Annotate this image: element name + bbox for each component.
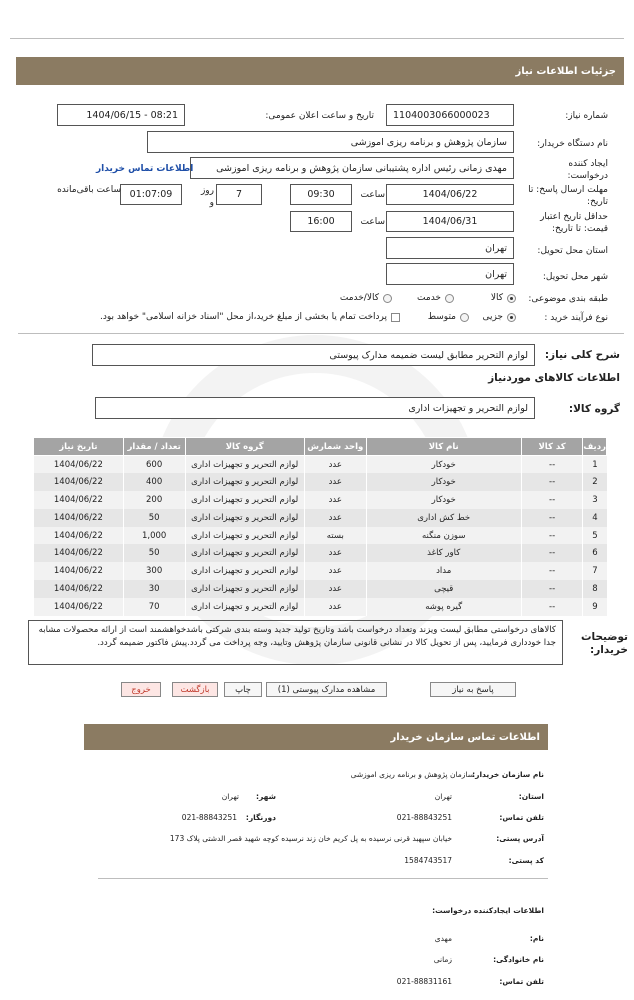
item-unit: بسته xyxy=(304,527,366,545)
item-quantity: 600 xyxy=(123,456,185,474)
item-date: 1404/06/22 xyxy=(34,456,124,474)
item-name: کاور کاغذ xyxy=(366,544,521,562)
deadline-time-field: 09:30 xyxy=(290,184,352,205)
item-code: -- xyxy=(521,491,583,509)
item-unit: عدد xyxy=(304,544,366,562)
fax-key: دورنگار: xyxy=(245,813,276,822)
table-row xyxy=(34,580,607,598)
item-code: -- xyxy=(521,456,583,474)
fname-key: نام: xyxy=(529,934,544,943)
table-row xyxy=(34,544,607,562)
city-field: تهران xyxy=(386,263,514,285)
item-group: لوازم التحریر و تجهیزات اداری xyxy=(185,527,304,545)
col-row: ردیف xyxy=(583,438,607,456)
process-label: نوع فرآیند خرید : xyxy=(544,313,608,323)
item-quantity: 50 xyxy=(123,544,185,562)
item-group: لوازم التحریر و تجهیزات اداری xyxy=(185,544,304,562)
item-unit: عدد xyxy=(304,580,366,598)
remaining-time-field: 01:07:09 xyxy=(120,184,182,205)
item-quantity: 70 xyxy=(123,598,185,616)
item-name: خط کش اداری xyxy=(366,509,521,527)
announce-field: 1404/06/15 - 08:21 xyxy=(57,104,185,126)
row-number: 1 xyxy=(583,456,607,474)
days-label: روز و xyxy=(200,186,214,208)
item-date: 1404/06/22 xyxy=(34,473,124,491)
item-date: 1404/06/22 xyxy=(34,491,124,509)
item-date: 1404/06/22 xyxy=(34,562,124,580)
contact-panel-header xyxy=(84,724,548,750)
creator-phone-value: 021-88831161 xyxy=(396,977,452,986)
details-panel-header xyxy=(16,57,624,85)
item-name: مداد xyxy=(366,562,521,580)
buyer-org-field: سازمان پژوهش و برنامه ریزی اموزشی xyxy=(147,131,514,153)
radio-icon[interactable] xyxy=(445,294,454,303)
item-name: خودکار xyxy=(366,491,521,509)
item-name: خودکار xyxy=(366,456,521,474)
org-label: نام سازمان خریدار: xyxy=(472,770,544,779)
reply-button[interactable]: پاسخ به نیاز xyxy=(430,682,516,697)
item-unit: عدد xyxy=(304,456,366,474)
row-number: 7 xyxy=(583,562,607,580)
province-value: تهران xyxy=(434,792,452,801)
row-number: 8 xyxy=(583,580,607,598)
creator-label: ایجاد کننده درخواست: xyxy=(567,159,608,181)
item-group: لوازم التحریر و تجهیزات اداری xyxy=(185,509,304,527)
fax-value: 021-88843251 xyxy=(181,813,237,822)
item-date: 1404/06/22 xyxy=(34,580,124,598)
row-number: 2 xyxy=(583,473,607,491)
need-number-field: 1104003066000023 xyxy=(386,104,514,126)
page-title: جزئیات اطلاعات نیاز xyxy=(515,65,616,77)
item-date: 1404/06/22 xyxy=(34,598,124,616)
validity-time-field: 16:00 xyxy=(290,211,352,232)
item-code: -- xyxy=(521,509,583,527)
item-group: لوازم التحریر و تجهیزات اداری xyxy=(185,580,304,598)
top-divider xyxy=(10,38,624,39)
radio-selected-icon[interactable] xyxy=(507,313,516,322)
item-quantity: 1,000 xyxy=(123,527,185,545)
table-row xyxy=(34,598,607,616)
item-date: 1404/06/22 xyxy=(34,509,124,527)
category-option-both[interactable]: کالا/خدمت xyxy=(340,293,392,303)
validity-date-field: 1404/06/31 xyxy=(386,211,514,232)
radio-selected-icon[interactable] xyxy=(507,294,516,303)
item-unit: عدد xyxy=(304,598,366,616)
goods-table-header xyxy=(34,438,607,456)
need-number-label: شماره نیاز: xyxy=(565,111,608,121)
col-qty: تعداد / مقدار xyxy=(123,438,185,456)
buyer-notes-box: کالاهای درخواستی مطابق لیست ویزند وتعداد درخواست باشد وتاریخ تولید جدید وسته بندی شرکتی باشدخواهشمند است از ارائه محصولات مشابه جدا خودداری فرمایید، پس از تحویل کالا در نشانی قانونی سازمان پژوهش وتایید، وجه پرداخت می گردد.پیش فاکتور ضمیمه گردد. xyxy=(28,620,563,665)
col-name: نام کالا xyxy=(366,438,521,456)
buyer-org-label: نام دستگاه خریدار: xyxy=(537,139,608,149)
col-date: تاریخ نیاز xyxy=(34,438,124,456)
col-code: کد کالا xyxy=(521,438,583,456)
item-unit: عدد xyxy=(304,473,366,491)
col-unit: واحد شمارش xyxy=(304,438,366,456)
item-quantity: 30 xyxy=(123,580,185,598)
table-row xyxy=(34,509,607,527)
item-group: لوازم التحریر و تجهیزات اداری xyxy=(185,456,304,474)
process-option-partial[interactable]: جزیی xyxy=(482,312,516,322)
print-button[interactable]: چاپ xyxy=(224,682,262,697)
category-option-goods[interactable]: کالا xyxy=(491,293,516,303)
table-row xyxy=(34,562,607,580)
item-quantity: 400 xyxy=(123,473,185,491)
province-field: تهران xyxy=(386,237,514,259)
deadline-label: مهلت ارسال پاسخ: تا تاریخ: xyxy=(528,185,608,207)
col-group: گروه کالا xyxy=(185,438,304,456)
creator-field: مهدی زمانی رئیس اداره پشتیبانی سازمان پژوهش و برنامه ریزی اموزشی xyxy=(190,157,514,179)
item-date: 1404/06/22 xyxy=(34,544,124,562)
lname-value: زمانی xyxy=(433,955,452,964)
table-row xyxy=(34,473,607,491)
goods-section-title: اطلاعات کالاهای موردنیاز xyxy=(488,372,620,384)
item-code: -- xyxy=(521,580,583,598)
item-date: 1404/06/22 xyxy=(34,527,124,545)
radio-icon[interactable] xyxy=(383,294,392,303)
contact-title: اطلاعات تماس سازمان خریدار xyxy=(390,731,540,743)
row-number: 4 xyxy=(583,509,607,527)
days-field: 7 xyxy=(216,184,262,205)
city-value: تهران xyxy=(221,792,239,801)
buyer-notes-label: توضیحات خریدار: xyxy=(580,631,628,656)
announce-label: تاریخ و ساعت اعلان عمومی: xyxy=(265,111,374,121)
item-group: لوازم التحریر و تجهیزات اداری xyxy=(185,562,304,580)
row-number: 5 xyxy=(583,527,607,545)
lname-key: نام خانوادگی: xyxy=(493,955,544,964)
deadline-time-label: ساعت xyxy=(360,190,385,200)
item-quantity: 300 xyxy=(123,562,185,580)
province-label: استان محل تحویل: xyxy=(537,246,608,256)
address-value: خیابان سپهبد قرنی نرسیده به پل کریم خان زند نرسیده کوچه شهید قصر الدشتی پلاک 173 xyxy=(169,834,452,843)
org-value: سازمان پژوهش و برنامه ریزی اموزشی xyxy=(350,770,474,779)
table-row xyxy=(34,491,607,509)
creator-phone-key: تلفن تماس: xyxy=(499,977,544,986)
city-label: شهر محل تحویل: xyxy=(542,272,608,282)
category-option-service[interactable]: خدمت xyxy=(417,293,454,303)
item-code: -- xyxy=(521,544,583,562)
phone-key: تلفن تماس: xyxy=(499,813,544,822)
item-unit: عدد xyxy=(304,491,366,509)
address-key: آدرس پستی: xyxy=(496,834,544,843)
section-divider xyxy=(18,333,624,334)
item-code: -- xyxy=(521,562,583,580)
view-docs-button[interactable]: مشاهده مدارک پیوستی (1) xyxy=(266,682,387,697)
item-unit: عدد xyxy=(304,509,366,527)
item-quantity: 50 xyxy=(123,509,185,527)
table-row xyxy=(34,527,607,545)
back-button[interactable]: بازگشت xyxy=(172,682,218,697)
item-name: قیچی xyxy=(366,580,521,598)
contact-divider xyxy=(98,878,548,879)
phone-value: 021-88843251 xyxy=(396,813,452,822)
item-unit: عدد xyxy=(304,562,366,580)
province-key: استان: xyxy=(518,792,544,801)
item-code: -- xyxy=(521,473,583,491)
row-number: 9 xyxy=(583,598,607,616)
fname-value: مهدی xyxy=(434,934,452,943)
item-group: لوازم التحریر و تجهیزات اداری xyxy=(185,491,304,509)
process-option-medium[interactable]: متوسط xyxy=(428,312,469,322)
checkbox-icon[interactable] xyxy=(391,313,400,322)
row-number: 6 xyxy=(583,544,607,562)
summary-field: لوازم التحریر مطابق لیست ضمیمه مدارک پیوستی xyxy=(92,344,535,366)
validity-time-label: ساعت xyxy=(360,217,385,227)
postal-key: کد پستی: xyxy=(508,856,544,865)
creator-info-title: اطلاعات ایجادکننده درخواست: xyxy=(432,906,544,915)
item-code: -- xyxy=(521,598,583,616)
item-name: خودکار xyxy=(366,473,521,491)
remaining-label: ساعت باقی‌مانده xyxy=(57,185,121,195)
item-quantity: 200 xyxy=(123,491,185,509)
validity-label: حداقل تاریخ اعتبار قیمت: تا تاریخ: xyxy=(540,212,608,234)
category-label: طبقه بندی موضوعی: xyxy=(528,294,608,304)
item-name: سوزن منگنه xyxy=(366,527,521,545)
goods-group-label: گروه کالا: xyxy=(568,403,620,415)
item-group: لوازم التحریر و تجهیزات اداری xyxy=(185,598,304,616)
postal-value: 1584743517 xyxy=(404,856,452,865)
buyer-contact-link[interactable]: اطلاعات تماس خریدار xyxy=(96,164,194,174)
goods-table xyxy=(33,437,607,616)
goods-group-field: لوازم التحریر و تجهیزات اداری xyxy=(95,397,535,419)
city-key: شهر: xyxy=(256,792,276,801)
summary-label: شرح کلی نیاز: xyxy=(544,349,620,361)
table-row xyxy=(34,456,607,474)
radio-icon[interactable] xyxy=(460,313,469,322)
item-code: -- xyxy=(521,527,583,545)
exit-button[interactable]: خروج xyxy=(121,682,161,697)
item-group: لوازم التحریر و تجهیزات اداری xyxy=(185,473,304,491)
treasury-payment-option[interactable]: پرداخت تمام یا بخشی از مبلغ خرید،از محل "اسناد خزانه اسلامی" خواهد بود. xyxy=(100,312,400,322)
row-number: 3 xyxy=(583,491,607,509)
item-name: گیره پوشه xyxy=(366,598,521,616)
deadline-date-field: 1404/06/22 xyxy=(386,184,514,205)
